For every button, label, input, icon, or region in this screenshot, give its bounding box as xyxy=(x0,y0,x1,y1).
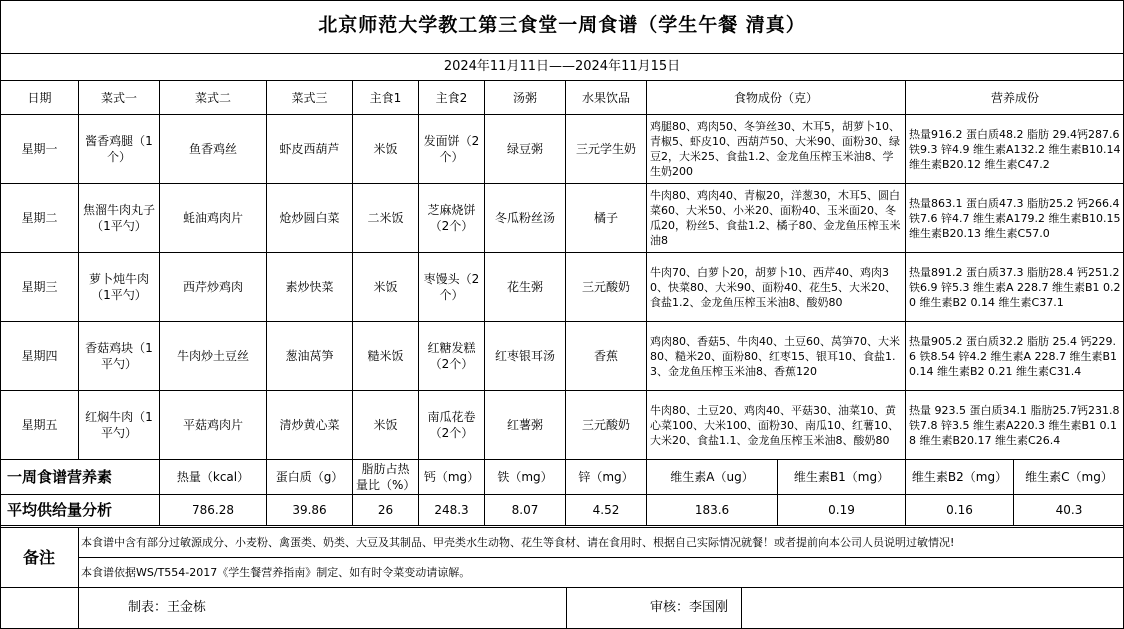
table-row xyxy=(1,184,1124,253)
nutrient-value: 786.28 xyxy=(160,495,267,526)
staple2-cell: 发面饼（2个） xyxy=(419,115,485,184)
staple1-cell: 糙米饭 xyxy=(353,322,419,391)
staple1-cell: 二米饭 xyxy=(353,184,419,253)
dish2-cell: 平菇鸡肉片 xyxy=(160,391,267,460)
dish1-cell: 焦溜牛肉丸子（1平勺） xyxy=(79,184,160,253)
header-fruit: 水果饮品 xyxy=(566,81,647,115)
date-range: 2024年11月11日——2024年11月15日 xyxy=(0,53,1124,81)
remarks-line-standard: 本食谱依据WS/T554-2017《学生餐营养指南》制定、如有时令菜变动请谅解。 xyxy=(81,566,471,579)
header-ingredients: 食物成份（克） xyxy=(647,81,906,115)
staple2-cell: 红糖发糕（2个） xyxy=(419,322,485,391)
dish3-cell: 炝炒圆白菜 xyxy=(267,184,353,253)
reviewed-by: 审核：李国刚 xyxy=(650,600,729,615)
ingredients-cell: 鸡肉80、香菇5、牛肉40、土豆60、莴笋70、大米80、糙米20、面粉80、红枣15、银耳10、食盐1.3、金龙鱼压榨玉米油8、香蕉120 xyxy=(647,322,906,391)
dish3-cell: 虾皮西葫芦 xyxy=(267,115,353,184)
fruit-cell: 三元酸奶 xyxy=(566,391,647,460)
nutrient-name: 维生素C（mg） xyxy=(1014,460,1124,495)
day-label: 星期二 xyxy=(1,184,79,253)
nutrient-value: 39.86 xyxy=(267,495,353,526)
footer xyxy=(0,587,1124,629)
ingredients-cell: 牛肉80、土豆20、鸡肉40、平菇30、油菜10、黄心菜100、大米100、面粉30、南瓜10、红薯10、大米20、食盐1.1、金龙鱼压榨玉米油8、酸奶80 xyxy=(647,391,906,460)
nutrient-name: 维生素B2（mg） xyxy=(906,460,1014,495)
header-date: 日期 xyxy=(1,81,79,115)
nutrition-cell: 热量916.2 蛋白质48.2 脂肪 29.4钙287.6 铁9.3 锌4.9 维生素A132.2 维生素B10.14 维生素B20.12 维生素C47.2 xyxy=(906,115,1124,184)
remarks-section xyxy=(0,527,1124,588)
header-dish3: 菜式三 xyxy=(267,81,353,115)
dish3-cell: 葱油莴笋 xyxy=(267,322,353,391)
table-row xyxy=(1,115,1124,184)
nutrient-name: 锌（mg） xyxy=(566,460,647,495)
table-row xyxy=(1,253,1124,322)
staple1-cell: 米饭 xyxy=(353,253,419,322)
fruit-cell: 三元学生奶 xyxy=(566,115,647,184)
nutrient-name: 铁（mg） xyxy=(485,460,566,495)
staple2-cell: 枣馒头（2个） xyxy=(419,253,485,322)
header-soup: 汤粥 xyxy=(485,81,566,115)
ingredients-cell: 牛肉80、鸡肉40、青椒20，洋葱30，木耳5、圆白菜60、大米50、小米20、面粉40、玉米面20、冬瓜20，粉丝5、食盐1.2、橘子80、金龙鱼压榨玉米油8 xyxy=(647,184,906,253)
nutrient-value: 0.19 xyxy=(778,495,906,526)
nutrient-average-row xyxy=(1,495,1124,526)
menu-table xyxy=(0,80,1124,526)
nutrient-value: 8.07 xyxy=(485,495,566,526)
staple1-cell: 米饭 xyxy=(353,391,419,460)
soup-cell: 红枣银耳汤 xyxy=(485,322,566,391)
page-title: 北京师范大学教工第三食堂一周食谱（学生午餐 清真） xyxy=(318,14,806,36)
nutrient-name: 蛋白质（g） xyxy=(267,460,353,495)
staple2-cell: 芝麻烧饼（2个） xyxy=(419,184,485,253)
day-label: 星期五 xyxy=(1,391,79,460)
day-label: 星期三 xyxy=(1,253,79,322)
soup-cell: 冬瓜粉丝汤 xyxy=(485,184,566,253)
dish1-cell: 酱香鸡腿（1个） xyxy=(79,115,160,184)
nutrition-cell: 热量905.2 蛋白质32.2 脂肪 25.4 钙229.6 铁8.54 锌4.2 维生素A 228.7 维生素B1 0.14 维生素B2 0.21 维生素C31.4 xyxy=(906,322,1124,391)
fruit-cell: 橘子 xyxy=(566,184,647,253)
nutrient-name: 脂肪占热量比（%） xyxy=(353,460,419,495)
header-dish1: 菜式一 xyxy=(79,81,160,115)
header-dish2: 菜式二 xyxy=(160,81,267,115)
dish1-cell: 萝卜炖牛肉（1平勺） xyxy=(79,253,160,322)
footer-divider xyxy=(566,587,567,629)
staple2-cell: 南瓜花卷（2个） xyxy=(419,391,485,460)
weekly-nutrients-label: 一周食谱营养素 xyxy=(1,460,160,495)
table-row xyxy=(1,322,1124,391)
ingredients-cell: 牛肉70、白萝卜20，胡萝卜10、西芹40、鸡肉30、快菜80、大米90、面粉40、花生5、大米20、食盐1.2、金龙鱼压榨玉米油8、酸奶80 xyxy=(647,253,906,322)
nutrient-name: 热量（kcal） xyxy=(160,460,267,495)
average-supply-label: 平均供给量分析 xyxy=(1,495,160,526)
table-row xyxy=(1,391,1124,460)
table-header-row xyxy=(1,81,1124,115)
soup-cell: 红薯粥 xyxy=(485,391,566,460)
header-staple1: 主食1 xyxy=(353,81,419,115)
dish3-cell: 清炒黄心菜 xyxy=(267,391,353,460)
nutrient-name: 钙（mg） xyxy=(419,460,485,495)
nutrient-name: 维生素A（ug） xyxy=(647,460,778,495)
header-nutrition: 营养成份 xyxy=(906,81,1124,115)
nutrition-cell: 热量 923.5 蛋白质34.1 脂肪25.7钙231.8 铁7.8 锌3.5 维生素A220.3 维生素B1 0.18 维生素B20.17 维生素C26.4 xyxy=(906,391,1124,460)
nutrient-value: 183.6 xyxy=(647,495,778,526)
dish2-cell: 西芹炒鸡肉 xyxy=(160,253,267,322)
ingredients-cell: 鸡腿80、鸡肉50、冬笋丝30、木耳5，胡萝卜10、青椒5、虾皮10、西葫芦50、大米90、面粉30、绿豆2，大米25、食盐1.2、金龙鱼压榨玉米油8、学生奶200 xyxy=(647,115,906,184)
nutrient-header-row xyxy=(1,460,1124,495)
footer-divider xyxy=(741,587,742,629)
prepared-by: 制表：王金栋 xyxy=(128,600,207,615)
dish2-cell: 牛肉炒土豆丝 xyxy=(160,322,267,391)
day-label: 星期四 xyxy=(1,322,79,391)
dish1-cell: 红焖牛肉（1平勺） xyxy=(79,391,160,460)
fruit-cell: 香蕉 xyxy=(566,322,647,391)
remarks-label: 备注 xyxy=(0,528,79,587)
soup-cell: 花生粥 xyxy=(485,253,566,322)
nutrition-cell: 热量891.2 蛋白质37.3 脂肪28.4 钙251.2 铁6.9 锌5.3 维生素A 228.7 维生素B1 0.20 维生素B2 0.14 维生素C37.1 xyxy=(906,253,1124,322)
remarks-line-allergens: 本食谱中含有部分过敏源成分、小麦粉、禽蛋类、奶类、大豆及其制品、甲壳类水生动物、花生等食材、请在食用时、根据自己实际情况就餐！或者提前向本公司人员说明过敏情况! xyxy=(79,528,1124,558)
nutrient-name: 维生素B1（mg） xyxy=(778,460,906,495)
nutrition-cell: 热量863.1 蛋白质47.3 脂肪25.2 钙266.4 铁7.6 锌4.7 维生素A179.2 维生素B10.15 维生素B20.13 维生素C57.0 xyxy=(906,184,1124,253)
soup-cell: 绿豆粥 xyxy=(485,115,566,184)
dish2-cell: 蚝油鸡肉片 xyxy=(160,184,267,253)
dish3-cell: 素炒快菜 xyxy=(267,253,353,322)
nutrient-value: 26 xyxy=(353,495,419,526)
day-label: 星期一 xyxy=(1,115,79,184)
footer-divider xyxy=(78,587,79,629)
nutrient-value: 40.3 xyxy=(1014,495,1124,526)
fruit-cell: 三元酸奶 xyxy=(566,253,647,322)
nutrient-value: 4.52 xyxy=(566,495,647,526)
staple1-cell: 米饭 xyxy=(353,115,419,184)
header-staple2: 主食2 xyxy=(419,81,485,115)
dish2-cell: 鱼香鸡丝 xyxy=(160,115,267,184)
nutrient-value: 248.3 xyxy=(419,495,485,526)
nutrient-value: 0.16 xyxy=(906,495,1014,526)
dish1-cell: 香菇鸡块（1平勺） xyxy=(79,322,160,391)
